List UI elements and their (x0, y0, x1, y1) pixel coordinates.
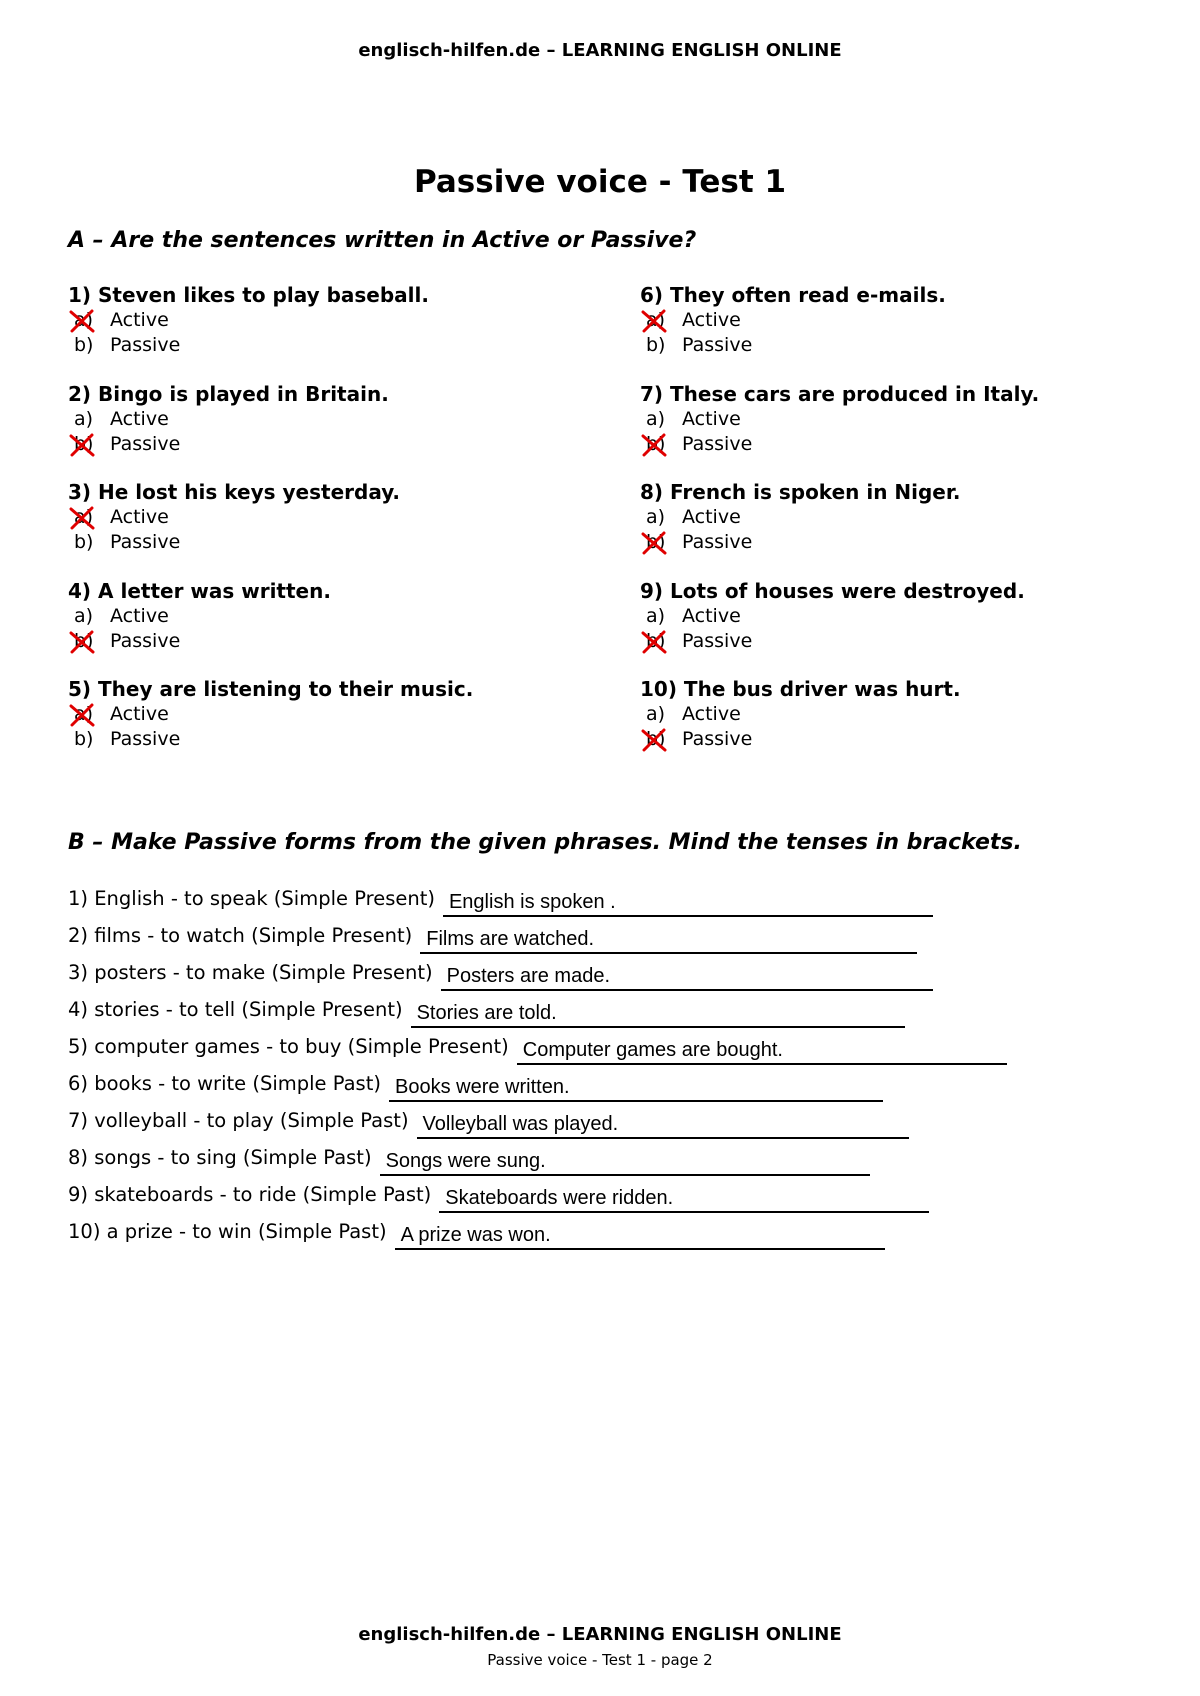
option-label: Passive (110, 728, 181, 750)
answer-text: Volleyball was played. (422, 1113, 619, 1135)
footer-site: englisch-hilfen.de – LEARNING ENGLISH ONLINE (358, 1624, 842, 1645)
question-text: 7) These cars are produced in Italy. (640, 381, 1040, 406)
questions-column-right (640, 283, 1160, 776)
list-item (68, 1213, 1148, 1250)
option-a[interactable] (640, 407, 1160, 432)
questions-column-left (68, 283, 588, 776)
option-label: Passive (682, 334, 753, 356)
question-10 (640, 677, 1160, 776)
exercise-prompt: 5) computer games - to buy (Simple Present) (68, 1035, 509, 1058)
answer-field[interactable] (389, 1072, 883, 1102)
option-letter: b) (646, 334, 666, 356)
cross-mark-icon (640, 728, 668, 752)
question-text: 8) French is spoken in Niger. (640, 480, 961, 504)
exercise-prompt: 7) volleyball - to play (Simple Past) (68, 1109, 409, 1132)
footer-page-label: Passive voice - Test 1 - page 2 (487, 1651, 713, 1669)
option-letter: a) (646, 703, 666, 725)
option-label: Active (110, 703, 169, 725)
list-item (68, 1102, 1148, 1139)
option-label: Active (110, 407, 169, 430)
question-text: 10) The bus driver was hurt. (640, 677, 961, 701)
question-3 (68, 480, 588, 579)
option-letter: b) (74, 629, 94, 652)
option-letter: b) (646, 432, 666, 455)
option-b[interactable] (68, 727, 588, 752)
exercise-prompt: 2) films - to watch (Simple Present) (68, 924, 413, 947)
option-letter: b) (646, 531, 666, 553)
answer-field[interactable] (443, 887, 933, 917)
option-a[interactable] (68, 308, 588, 333)
answer-field[interactable] (380, 1146, 870, 1176)
option-b[interactable] (640, 629, 1160, 654)
answer-text: Films are watched. (426, 928, 595, 950)
question-text: 3) He lost his keys yesterday. (68, 480, 400, 504)
option-a[interactable] (640, 604, 1160, 629)
cross-mark-icon (640, 309, 668, 333)
option-label: Passive (110, 334, 181, 356)
answer-text: English is spoken . (448, 891, 616, 913)
exercise-prompt: 8) songs - to sing (Simple Past) (68, 1146, 372, 1169)
question-text: 6) They often read e-mails. (640, 283, 946, 307)
option-a[interactable] (68, 702, 588, 727)
cross-mark-icon (68, 630, 96, 654)
answer-field[interactable] (439, 1183, 929, 1213)
option-label: Passive (110, 531, 181, 553)
list-item (68, 1065, 1148, 1102)
cross-mark-icon (68, 309, 96, 333)
cross-mark-icon (640, 630, 668, 654)
list-item (68, 1028, 1148, 1065)
option-letter: a) (74, 309, 94, 331)
option-label: Active (110, 309, 169, 331)
option-label: Active (682, 604, 741, 627)
option-letter: b) (74, 432, 94, 455)
list-item (68, 1176, 1148, 1213)
exercise-prompt: 6) books - to write (Simple Past) (68, 1072, 381, 1095)
option-a[interactable] (640, 308, 1160, 333)
question-text: 5) They are listening to their music. (68, 677, 474, 701)
option-label: Passive (682, 728, 753, 750)
passive-forms-list (68, 880, 1148, 1250)
option-letter: a) (74, 604, 94, 627)
answer-text: A prize was won. (400, 1224, 551, 1246)
list-item (68, 954, 1148, 991)
answer-field[interactable] (395, 1220, 885, 1250)
option-label: Active (682, 309, 741, 331)
page-title: Passive voice - Test 1 (413, 164, 787, 200)
option-a[interactable] (68, 505, 588, 530)
answer-field[interactable] (411, 998, 905, 1028)
answer-text: Skateboards were ridden. (445, 1187, 674, 1209)
option-label: Active (682, 703, 741, 725)
section-a-heading: A – Are the sentences written in Active or Passive? (68, 228, 697, 253)
option-letter: a) (646, 309, 666, 331)
question-5 (68, 677, 588, 776)
question-text: 1) Steven likes to play baseball. (68, 283, 429, 307)
option-letter: a) (646, 407, 666, 430)
cross-mark-icon (640, 531, 668, 555)
question-8 (640, 480, 1160, 579)
answer-text: Posters are made. (446, 965, 611, 987)
exercise-prompt: 10) a prize - to win (Simple Past) (68, 1220, 387, 1243)
option-b[interactable] (640, 727, 1160, 752)
answer-text: Computer games are bought. (522, 1039, 783, 1061)
option-letter: b) (74, 334, 94, 356)
question-9 (640, 579, 1160, 678)
question-6 (640, 283, 1160, 382)
option-label: Active (682, 506, 741, 528)
exercise-prompt: 1) English - to speak (Simple Present) (68, 887, 435, 910)
answer-text: Stories are told. (416, 1002, 557, 1024)
option-label: Passive (682, 629, 753, 652)
cross-mark-icon (68, 433, 96, 457)
option-b[interactable] (68, 333, 588, 358)
option-a[interactable] (640, 702, 1160, 727)
option-label: Passive (110, 629, 181, 652)
option-letter: a) (74, 506, 94, 528)
option-label: Passive (682, 531, 753, 553)
question-7 (640, 382, 1160, 481)
option-a[interactable] (68, 407, 588, 432)
option-label: Active (682, 407, 741, 430)
option-letter: b) (646, 629, 666, 652)
cross-mark-icon (68, 703, 96, 727)
question-1 (68, 283, 588, 382)
option-letter: b) (646, 728, 666, 750)
answer-field[interactable] (420, 924, 917, 954)
question-text: 4) A letter was written. (68, 578, 331, 603)
question-text: 2) Bingo is played in Britain. (68, 381, 389, 406)
option-label: Passive (110, 432, 181, 455)
option-b[interactable] (68, 629, 588, 654)
option-letter: a) (74, 703, 94, 725)
option-letter: a) (646, 506, 666, 528)
option-b[interactable] (640, 333, 1160, 358)
section-b-heading: B – Make Passive forms from the given phrases. Mind the tenses in brackets. (68, 830, 1022, 855)
list-item (68, 917, 1148, 954)
answer-field[interactable] (417, 1109, 909, 1139)
option-label: Active (110, 506, 169, 528)
cross-mark-icon (68, 506, 96, 530)
option-letter: a) (646, 604, 666, 627)
answer-text: Books were written. (394, 1076, 570, 1098)
list-item (68, 880, 1148, 917)
exercise-prompt: 3) posters - to make (Simple Present) (68, 961, 433, 984)
list-item (68, 1139, 1148, 1176)
option-letter: b) (74, 728, 94, 750)
question-2 (68, 382, 588, 481)
option-b[interactable] (640, 530, 1160, 555)
option-a[interactable] (68, 604, 588, 629)
page-header: englisch-hilfen.de – LEARNING ENGLISH ONLINE (358, 40, 842, 61)
option-a[interactable] (640, 505, 1160, 530)
exercise-prompt: 9) skateboards - to ride (Simple Past) (68, 1183, 432, 1206)
answer-field[interactable] (441, 961, 933, 991)
option-letter: a) (74, 407, 94, 430)
list-item (68, 991, 1148, 1028)
option-b[interactable] (68, 432, 588, 457)
option-label: Passive (682, 432, 753, 455)
answer-field[interactable] (517, 1035, 1007, 1065)
exercise-prompt: 4) stories - to tell (Simple Present) (68, 998, 403, 1021)
option-letter: b) (74, 531, 94, 553)
option-b[interactable] (640, 432, 1160, 457)
question-text: 9) Lots of houses were destroyed. (640, 578, 1025, 603)
cross-mark-icon (640, 433, 668, 457)
answer-text: Songs were sung. (385, 1150, 546, 1172)
option-label: Active (110, 604, 169, 627)
question-4 (68, 579, 588, 678)
option-b[interactable] (68, 530, 588, 555)
